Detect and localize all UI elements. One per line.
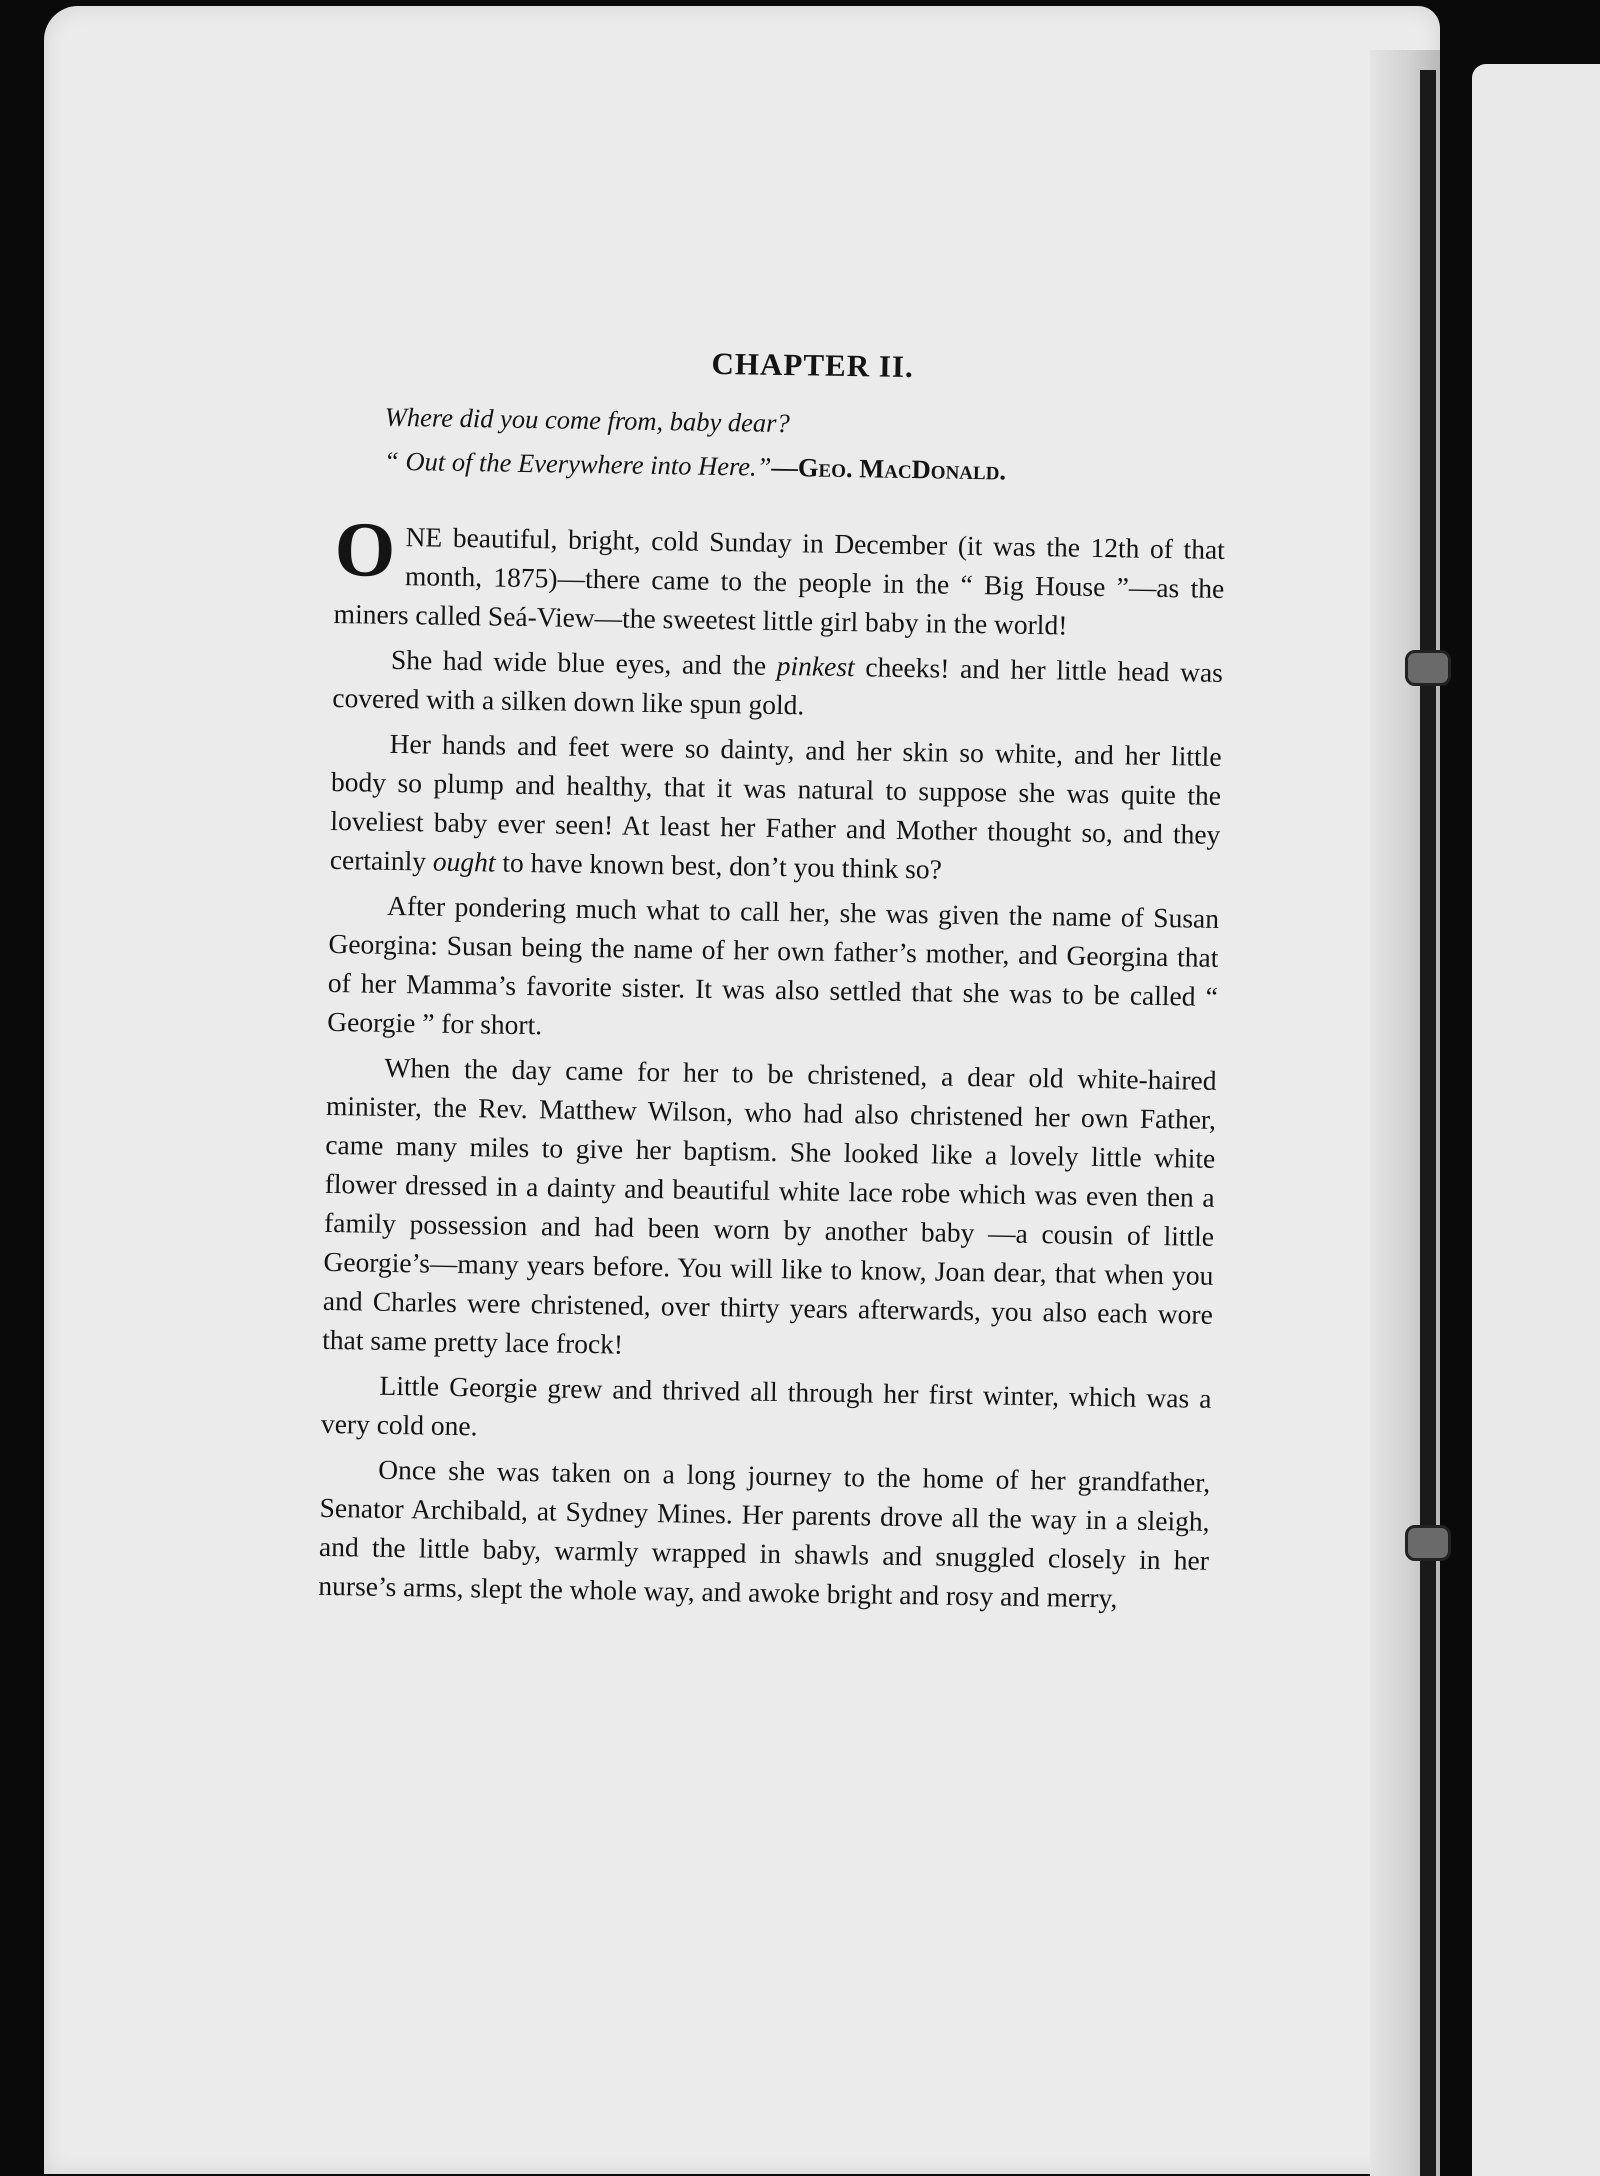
paragraph-text: She had wide blue eyes, and the [390, 643, 778, 681]
paragraph-text: to have known best, don’t you think so? [495, 846, 943, 885]
lead-word: NE [405, 521, 443, 553]
book-spine [1420, 70, 1436, 2176]
emphasis: ought [432, 845, 496, 878]
paragraph: After pondering much what to call her, she was given the name of Susan Georgina: Susan being the name of her own father’s mother, and Georgina that of her Mamma’s favorite sister. It was also settled that she was to be called “ Georgie ” for short. [327, 889, 1220, 1041]
paragraph: Little Georgie grew and thrived all through her first winter, which was a very cold one. [320, 1369, 1212, 1442]
chapter-body [318, 504, 1226, 1619]
binding-thread-bottom [1405, 1525, 1451, 1561]
page-text [318, 340, 1228, 1625]
emphasis: pinkest [776, 649, 855, 683]
paragraph [330, 723, 1222, 893]
epigraph-line-1: Where did you come from, baby dear? [384, 401, 791, 439]
paragraph [332, 639, 1223, 731]
facing-page-edge [1472, 64, 1600, 2176]
drop-cap: O [334, 504, 397, 593]
paragraph-text: Her hands and feet were so dainty, and her skin so white, and her little body so plump and healthy, that it was natural to suppose she was quite the loveliest baby ever seen! At least her Father and Mother thought so, and they certainly [329, 727, 1222, 877]
paragraph [333, 504, 1226, 647]
paragraph: When the day came for her to be christened, a dear old white-haired minister, the Rev. Matthew Wilson, who had also christened her own Father, came many miles to give her baptism. She looked like a lovely little white flower dressed in a dainty and beautiful white lace robe which was even then a family possession and had been worn by another baby —a cousin of little Georgie’s—many years before. You will like to know, Joan dear, that when you and Charles were christened, over thirty years afterwards, you also each wore that same pretty lace frock! [322, 1051, 1217, 1360]
epigraph [384, 395, 1227, 496]
paragraph-text: beautiful, bright, cold Sunday in December (it was the 12th of that month, 1875)—there came to the people in the “ Big House ”—as the miners called Seá-View—the sweetest little girl baby in the world! [333, 521, 1226, 641]
paragraph: Once she was taken on a long journey to the home of her grandfather, Senator Archibald, at Sydney Mines. Her parents drove all the way in a sleigh, and the little baby, warmly wrapped in shawls and snuggled closely in her nurse’s arms, slept the whole way, and awoke bright and rosy and merry, [318, 1453, 1211, 1614]
chapter-heading: CHAPTER II. [711, 345, 915, 385]
binding-thread-top [1405, 650, 1451, 686]
paragraph-text: cheeks! and her little head was covered with a silken down like spun gold. [332, 651, 1224, 721]
epigraph-attribution: —Geo. MacDonald. [771, 451, 1007, 486]
epigraph-quote: “ Out of the Everywhere into Here.” [383, 445, 772, 482]
